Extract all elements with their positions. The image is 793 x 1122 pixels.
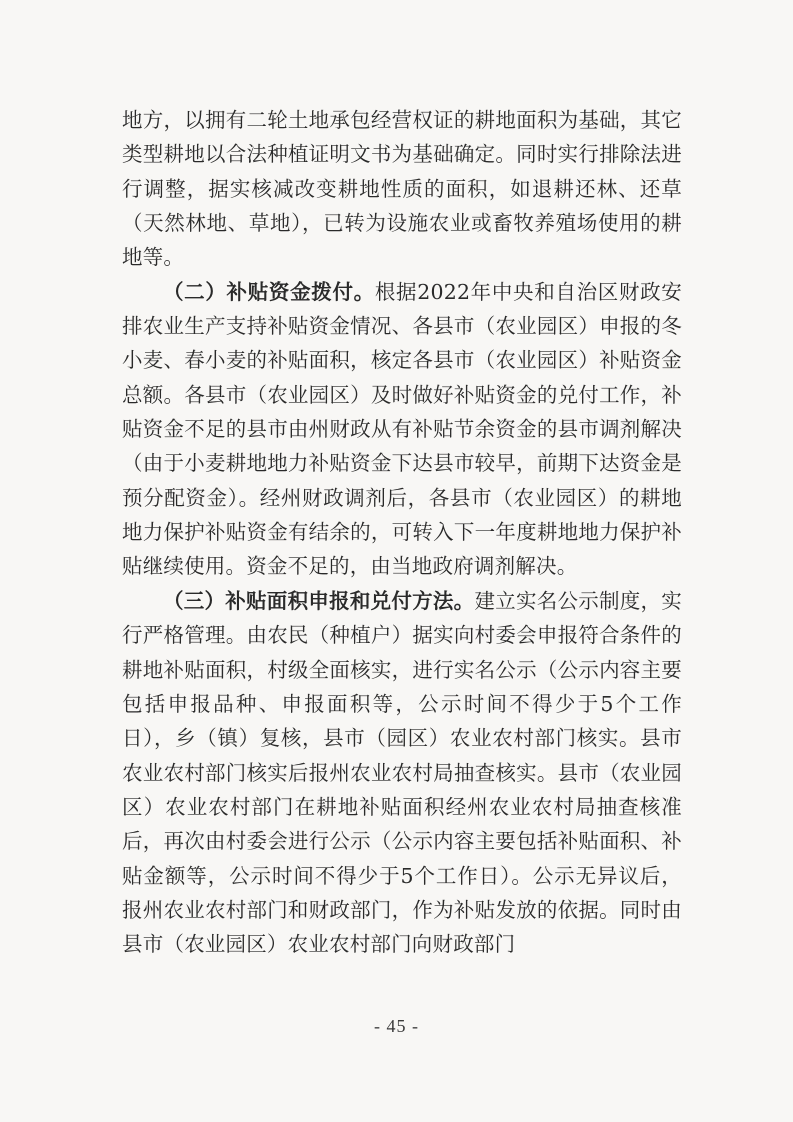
page-number: - 45 - — [374, 1016, 419, 1036]
paragraph-1-text: 地方，以拥有二轮土地承包经营权证的耕地面积为基础，其它类型耕地以合法种植证明文书为基础确定。同时实行排除法进行调整，据实核减改变耕地性质的面积，如退耕还林、还草（天然林地、草地），已转为设施农业或畜牧养殖场使用的耕地等。 — [122, 108, 682, 270]
paragraph-3-text: 建立实名公示制度，实行严格管理。由农民（种植户）据实向村委会申报符合条件的耕地补贴面积，村级全面核实，进行实名公示（公示内容主要包括申报品种、申报面积等，公示时间不得少于5个工作日），乡（镇）复核，县市（园区）农业农村部门核实。县市农业农村部门核实后报州农业农村局抽查核实。县市（农业园区）农业农村部门在耕地补贴面积经州农业农村局抽查核准后，再次由村委会进行公示（公示内容主要包括补贴面积、补贴金额等，公示时间不得少于5个工作日）。公示无异议后，报州农业农村部门和财政部门，作为补贴发放的依据。同时由县市（农业园区）农业农村部门向财政部门 — [122, 588, 682, 957]
paragraph-2-heading: （二）补贴资金拨付。 — [163, 279, 375, 304]
paragraph-2-text: 根据2022年中央和自治区财政安排农业生产支持补贴资金情况、各县市（农业园区）申报的冬小麦、春小麦的补贴面积，核定各县市（农业园区）补贴资金总额。各县市（农业园区）及时做好补贴资金的兑付工作，补贴资金不足的县市由州财政从有补贴节余资金的县市调剂解决（由于小麦耕地地力补贴资金下达县市较早，前期下达资金是预分配资金）。经州财政调剂后，各县市（农业园区）的耕地地力保护补贴资金有结余的，可转入下一年度耕地地力保护补贴继续使用。资金不足的，由当地政府调剂解决。 — [122, 279, 683, 579]
document-body — [122, 103, 682, 962]
paragraph-2 — [122, 275, 682, 584]
paragraph-3-heading: （三）补贴面积申报和兑付方法。 — [163, 588, 475, 613]
paragraph-1 — [122, 103, 682, 275]
paragraph-3 — [122, 584, 682, 962]
